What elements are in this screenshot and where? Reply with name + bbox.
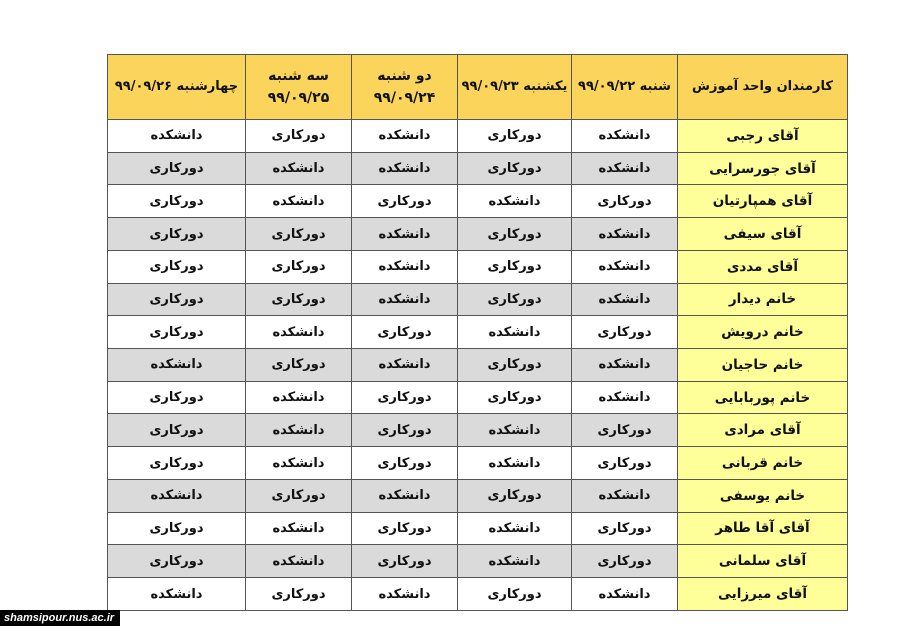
status-cell-sun: دانشکده (458, 316, 572, 349)
staff-name-cell: آقای مددی (678, 250, 848, 283)
status-cell-tue: دورکاری (246, 578, 352, 611)
status-cell-sun: دانشکده (458, 512, 572, 545)
status-cell-wed: دورکاری (108, 283, 246, 316)
status-cell-sun: دورکاری (458, 283, 572, 316)
table-row (108, 381, 848, 414)
status-cell-tue: دورکاری (246, 349, 352, 382)
status-cell-mon: دانشکده (352, 250, 458, 283)
status-cell-wed: دورکاری (108, 218, 246, 251)
status-cell-wed: دانشکده (108, 578, 246, 611)
status-cell-sat: دانشکده (572, 349, 678, 382)
status-cell-sun: دورکاری (458, 218, 572, 251)
status-cell-tue: دورکاری (246, 283, 352, 316)
header-row (108, 55, 848, 120)
status-cell-tue: دانشکده (246, 414, 352, 447)
staff-name-cell: خانم حاجیان (678, 349, 848, 382)
status-cell-tue: دانشکده (246, 316, 352, 349)
header-tuesday-date: ۹۹/۰۹/۲۵ (267, 90, 330, 106)
staff-name-cell: آقای مرادی (678, 414, 848, 447)
status-cell-wed: دانشکده (108, 479, 246, 512)
table-row (108, 479, 848, 512)
table-row (108, 152, 848, 185)
status-cell-mon: دانشکده (352, 479, 458, 512)
status-cell-tue: دورکاری (246, 250, 352, 283)
header-monday-date: ۹۹/۰۹/۲۴ (373, 90, 436, 106)
status-cell-sat: دورکاری (572, 414, 678, 447)
status-cell-sat: دانشکده (572, 381, 678, 414)
status-cell-mon: دورکاری (352, 185, 458, 218)
table-row (108, 120, 848, 153)
status-cell-sat: دورکاری (572, 316, 678, 349)
status-cell-tue: دانشکده (246, 152, 352, 185)
status-cell-wed: دورکاری (108, 545, 246, 578)
status-cell-sun: دورکاری (458, 479, 572, 512)
status-cell-sun: دورکاری (458, 578, 572, 611)
status-cell-sun: دانشکده (458, 414, 572, 447)
status-cell-wed: دورکاری (108, 381, 246, 414)
status-cell-sat: دانشکده (572, 479, 678, 512)
status-cell-wed: دورکاری (108, 316, 246, 349)
status-cell-sat: دورکاری (572, 447, 678, 480)
status-cell-sat: دورکاری (572, 185, 678, 218)
status-cell-wed: دانشکده (108, 349, 246, 382)
status-cell-mon: دورکاری (352, 512, 458, 545)
status-cell-tue: دورکاری (246, 120, 352, 153)
status-cell-sat: دانشکده (572, 578, 678, 611)
status-cell-sun: دانشکده (458, 185, 572, 218)
site-watermark: shamsipour.nus.ac.ir (0, 610, 120, 626)
table-row (108, 349, 848, 382)
status-cell-tue: دانشکده (246, 545, 352, 578)
status-cell-sun: دانشکده (458, 545, 572, 578)
header-saturday: شنبه ۹۹/۰۹/۲۲ (572, 55, 678, 120)
status-cell-sun: دورکاری (458, 120, 572, 153)
staff-name-cell: آقای میرزایی (678, 578, 848, 611)
schedule-table (107, 54, 848, 611)
status-cell-mon: دانشکده (352, 218, 458, 251)
table-row (108, 512, 848, 545)
table-row (108, 447, 848, 480)
table-row (108, 218, 848, 251)
status-cell-tue: دانشکده (246, 381, 352, 414)
status-cell-sun: دانشکده (458, 447, 572, 480)
status-cell-tue: دانشکده (246, 512, 352, 545)
header-wednesday: چهارشنبه ۹۹/۰۹/۲۶ (108, 55, 246, 120)
status-cell-sat: دانشکده (572, 120, 678, 153)
status-cell-mon: دورکاری (352, 447, 458, 480)
status-cell-sat: دورکاری (572, 512, 678, 545)
staff-name-cell: آقای سیفی (678, 218, 848, 251)
status-cell-wed: دورکاری (108, 414, 246, 447)
staff-name-cell: خانم پوربابایی (678, 381, 848, 414)
status-cell-mon: دانشکده (352, 283, 458, 316)
staff-name-cell: آقای همپارتیان (678, 185, 848, 218)
table-row (108, 545, 848, 578)
status-cell-tue: دانشکده (246, 185, 352, 218)
status-cell-sun: دورکاری (458, 152, 572, 185)
status-cell-mon: دانشکده (352, 152, 458, 185)
status-cell-wed: دورکاری (108, 447, 246, 480)
staff-name-cell: خانم قربانی (678, 447, 848, 480)
status-cell-mon: دورکاری (352, 414, 458, 447)
status-cell-tue: دورکاری (246, 218, 352, 251)
status-cell-sun: دورکاری (458, 349, 572, 382)
staff-name-cell: آقای جورسرایی (678, 152, 848, 185)
header-sunday: یکشنبه ۹۹/۰۹/۲۳ (458, 55, 572, 120)
status-cell-mon: دانشکده (352, 120, 458, 153)
status-cell-wed: دورکاری (108, 512, 246, 545)
staff-name-cell: خانم یوسفی (678, 479, 848, 512)
status-cell-sat: دانشکده (572, 283, 678, 316)
status-cell-mon: دانشکده (352, 349, 458, 382)
table-row (108, 250, 848, 283)
staff-name-cell: آقای سلمانی (678, 545, 848, 578)
table-row (108, 283, 848, 316)
staff-name-cell: آقای آقا طاهر (678, 512, 848, 545)
table-row (108, 316, 848, 349)
status-cell-wed: دورکاری (108, 152, 246, 185)
status-cell-mon: دانشکده (352, 578, 458, 611)
status-cell-sun: دورکاری (458, 250, 572, 283)
table-row (108, 185, 848, 218)
status-cell-tue: دانشکده (246, 447, 352, 480)
status-cell-wed: دورکاری (108, 185, 246, 218)
status-cell-wed: دورکاری (108, 250, 246, 283)
status-cell-sun: دورکاری (458, 381, 572, 414)
header-monday (352, 55, 458, 120)
status-cell-sat: دانشکده (572, 218, 678, 251)
status-cell-mon: دورکاری (352, 545, 458, 578)
status-cell-sat: دورکاری (572, 545, 678, 578)
status-cell-mon: دورکاری (352, 381, 458, 414)
table-row (108, 578, 848, 611)
status-cell-sat: دانشکده (572, 250, 678, 283)
staff-name-cell: خانم درویش (678, 316, 848, 349)
staff-name-cell: آقای رجبی (678, 120, 848, 153)
header-tuesday-day: سه شنبه (268, 68, 329, 84)
table-row (108, 414, 848, 447)
status-cell-tue: دورکاری (246, 479, 352, 512)
status-cell-wed: دانشکده (108, 120, 246, 153)
header-tuesday (246, 55, 352, 120)
status-cell-mon: دورکاری (352, 316, 458, 349)
header-staff: کارمندان واحد آموزش (678, 55, 848, 120)
header-monday-day: دو شنبه (377, 68, 432, 84)
staff-name-cell: خانم دیدار (678, 283, 848, 316)
status-cell-sat: دانشکده (572, 152, 678, 185)
